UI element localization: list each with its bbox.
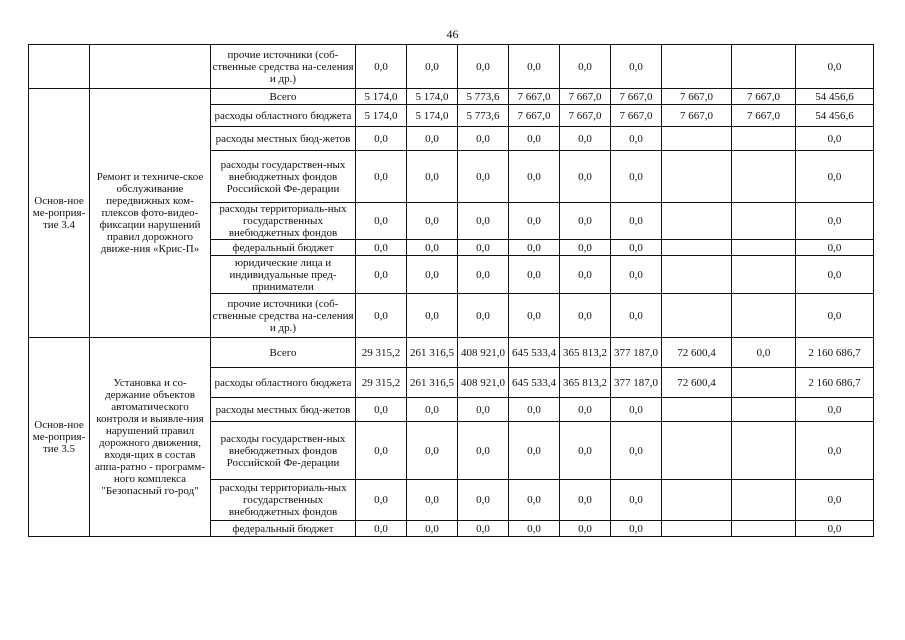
value-cell: 0,0 [560, 398, 611, 422]
table-row [29, 45, 874, 89]
value-cell: 7 667,0 [509, 105, 560, 127]
value-cell: 0,0 [796, 398, 874, 422]
measure-title: Ремонт и техниче-ское обслуживание передвижных ком-плексов фото-видео-фиксации нарушений правил дорожного движе-ния «Крис-П» [90, 89, 211, 338]
value-cell [662, 203, 732, 240]
funding-source: расходы местных бюд-жетов [211, 398, 356, 422]
value-cell [662, 294, 732, 338]
value-cell: 0,0 [611, 127, 662, 151]
value-cell [662, 480, 732, 521]
value-cell: 0,0 [509, 480, 560, 521]
value-cell: 0,0 [509, 45, 560, 89]
value-cell [732, 240, 796, 256]
value-cell [732, 151, 796, 203]
table-body [29, 45, 874, 537]
value-cell: 645 533,4 [509, 338, 560, 368]
value-cell: 29 315,2 [356, 338, 407, 368]
value-cell: 365 813,2 [560, 368, 611, 398]
funding-source: расходы территориаль-ных государственных внебюджетных фондов [211, 203, 356, 240]
value-cell: 0,0 [796, 151, 874, 203]
value-cell: 0,0 [356, 151, 407, 203]
value-cell: 5 174,0 [407, 105, 458, 127]
value-cell: 377 187,0 [611, 368, 662, 398]
value-cell: 0,0 [611, 256, 662, 294]
value-cell: 0,0 [356, 480, 407, 521]
value-cell: 0,0 [407, 256, 458, 294]
value-cell: 261 316,5 [407, 338, 458, 368]
value-cell: 0,0 [560, 203, 611, 240]
value-cell: 0,0 [796, 480, 874, 521]
value-cell: 7 667,0 [662, 105, 732, 127]
value-cell: 0,0 [407, 45, 458, 89]
value-cell: 7 667,0 [560, 105, 611, 127]
value-cell: 7 667,0 [662, 89, 732, 105]
value-cell [732, 398, 796, 422]
value-cell: 0,0 [611, 203, 662, 240]
value-cell: 0,0 [796, 256, 874, 294]
value-cell: 0,0 [407, 151, 458, 203]
value-cell: 2 160 686,7 [796, 338, 874, 368]
value-cell: 0,0 [560, 294, 611, 338]
value-cell [662, 256, 732, 294]
value-cell [662, 521, 732, 537]
value-cell: 7 667,0 [560, 89, 611, 105]
value-cell: 0,0 [611, 521, 662, 537]
value-cell: 0,0 [407, 398, 458, 422]
value-cell: 0,0 [560, 45, 611, 89]
value-cell: 0,0 [356, 422, 407, 480]
value-cell: 7 667,0 [509, 89, 560, 105]
value-cell: 5 773,6 [458, 89, 509, 105]
funding-source: прочие источники (соб-ственные средства на-селения и др.) [211, 294, 356, 338]
value-cell: 0,0 [560, 256, 611, 294]
value-cell: 0,0 [407, 127, 458, 151]
measure-number: Основ-ное ме-роприя-тие 3.4 [29, 89, 90, 338]
value-cell: 0,0 [407, 240, 458, 256]
value-cell: 0,0 [458, 45, 509, 89]
empty-cell [29, 45, 90, 89]
table-row [29, 338, 874, 368]
value-cell: 29 315,2 [356, 368, 407, 398]
measure-number: Основ-ное ме-роприя-тие 3.5 [29, 338, 90, 537]
funding-source: расходы областного бюджета [211, 368, 356, 398]
value-cell: 7 667,0 [732, 105, 796, 127]
value-cell: 0,0 [611, 45, 662, 89]
value-cell: 408 921,0 [458, 338, 509, 368]
funding-source: прочие источники (соб-ственные средства на-селения и др.) [211, 45, 356, 89]
value-cell: 0,0 [611, 240, 662, 256]
value-cell: 7 667,0 [611, 105, 662, 127]
value-cell: 72 600,4 [662, 368, 732, 398]
value-cell: 0,0 [611, 398, 662, 422]
value-cell: 408 921,0 [458, 368, 509, 398]
funding-source: расходы местных бюд-жетов [211, 127, 356, 151]
value-cell: 0,0 [509, 240, 560, 256]
funding-source: Всего [211, 89, 356, 105]
value-cell [662, 45, 732, 89]
value-cell [662, 422, 732, 480]
value-cell: 5 773,6 [458, 105, 509, 127]
value-cell: 54 456,6 [796, 105, 874, 127]
value-cell [662, 398, 732, 422]
value-cell [662, 151, 732, 203]
value-cell [732, 422, 796, 480]
value-cell: 0,0 [560, 151, 611, 203]
value-cell [732, 368, 796, 398]
value-cell: 0,0 [509, 127, 560, 151]
value-cell [732, 127, 796, 151]
value-cell: 377 187,0 [611, 338, 662, 368]
value-cell: 0,0 [611, 151, 662, 203]
funding-source: расходы государствен-ных внебюджетных фондов Российской Фе-дерации [211, 422, 356, 480]
value-cell: 0,0 [560, 127, 611, 151]
value-cell: 7 667,0 [611, 89, 662, 105]
value-cell [732, 294, 796, 338]
value-cell: 365 813,2 [560, 338, 611, 368]
value-cell: 0,0 [458, 521, 509, 537]
value-cell [662, 127, 732, 151]
value-cell: 0,0 [458, 480, 509, 521]
value-cell: 0,0 [458, 422, 509, 480]
value-cell: 0,0 [560, 240, 611, 256]
value-cell: 0,0 [796, 294, 874, 338]
value-cell: 0,0 [458, 398, 509, 422]
funding-source: Всего [211, 338, 356, 368]
value-cell: 0,0 [356, 45, 407, 89]
value-cell: 261 316,5 [407, 368, 458, 398]
value-cell: 0,0 [356, 127, 407, 151]
value-cell: 0,0 [560, 422, 611, 480]
value-cell: 0,0 [560, 480, 611, 521]
value-cell: 54 456,6 [796, 89, 874, 105]
value-cell: 0,0 [509, 422, 560, 480]
value-cell: 0,0 [611, 294, 662, 338]
value-cell: 0,0 [796, 45, 874, 89]
value-cell [732, 521, 796, 537]
value-cell: 0,0 [356, 240, 407, 256]
value-cell: 5 174,0 [356, 89, 407, 105]
value-cell: 5 174,0 [407, 89, 458, 105]
value-cell: 2 160 686,7 [796, 368, 874, 398]
value-cell: 0,0 [732, 338, 796, 368]
value-cell: 0,0 [509, 203, 560, 240]
value-cell: 5 174,0 [356, 105, 407, 127]
value-cell [732, 203, 796, 240]
measure-title: Установка и со-держание объектов автоматического контроля и выявле-ния нарушений правил дорожного движения, входя-щих в состав аппа-ратно - программ-ного комплекса "Безопасный го-род" [90, 338, 211, 537]
value-cell: 0,0 [796, 240, 874, 256]
value-cell: 0,0 [407, 294, 458, 338]
value-cell: 0,0 [796, 203, 874, 240]
value-cell: 0,0 [509, 398, 560, 422]
value-cell: 0,0 [509, 294, 560, 338]
value-cell [732, 256, 796, 294]
funding-source: федеральный бюджет [211, 240, 356, 256]
budget-table [28, 44, 874, 537]
value-cell: 0,0 [356, 521, 407, 537]
value-cell: 0,0 [509, 151, 560, 203]
value-cell: 0,0 [458, 256, 509, 294]
value-cell: 0,0 [458, 294, 509, 338]
value-cell: 0,0 [458, 240, 509, 256]
funding-source: федеральный бюджет [211, 521, 356, 537]
value-cell: 0,0 [407, 480, 458, 521]
empty-cell [90, 45, 211, 89]
value-cell: 0,0 [356, 398, 407, 422]
value-cell: 0,0 [458, 151, 509, 203]
value-cell: 72 600,4 [662, 338, 732, 368]
value-cell: 0,0 [407, 203, 458, 240]
value-cell: 7 667,0 [732, 89, 796, 105]
value-cell: 0,0 [796, 521, 874, 537]
value-cell [732, 45, 796, 89]
page-number: 46 [446, 27, 459, 41]
value-cell [732, 480, 796, 521]
funding-source: юридические лица и индивидуальные пред-приниматели [211, 256, 356, 294]
funding-source: расходы территориаль-ных государственных внебюджетных фондов [211, 480, 356, 521]
value-cell: 0,0 [356, 203, 407, 240]
value-cell: 0,0 [560, 521, 611, 537]
value-cell: 0,0 [509, 256, 560, 294]
funding-source: расходы областного бюджета [211, 105, 356, 127]
value-cell: 0,0 [509, 521, 560, 537]
value-cell [662, 240, 732, 256]
value-cell: 0,0 [356, 294, 407, 338]
funding-source: расходы государствен-ных внебюджетных фондов Российской Фе-дерации [211, 151, 356, 203]
table-row [29, 89, 874, 105]
value-cell: 0,0 [611, 480, 662, 521]
value-cell: 0,0 [356, 256, 407, 294]
value-cell: 0,0 [796, 127, 874, 151]
value-cell: 645 533,4 [509, 368, 560, 398]
value-cell: 0,0 [407, 422, 458, 480]
value-cell: 0,0 [407, 521, 458, 537]
value-cell: 0,0 [796, 422, 874, 480]
value-cell: 0,0 [611, 422, 662, 480]
value-cell: 0,0 [458, 127, 509, 151]
value-cell: 0,0 [458, 203, 509, 240]
